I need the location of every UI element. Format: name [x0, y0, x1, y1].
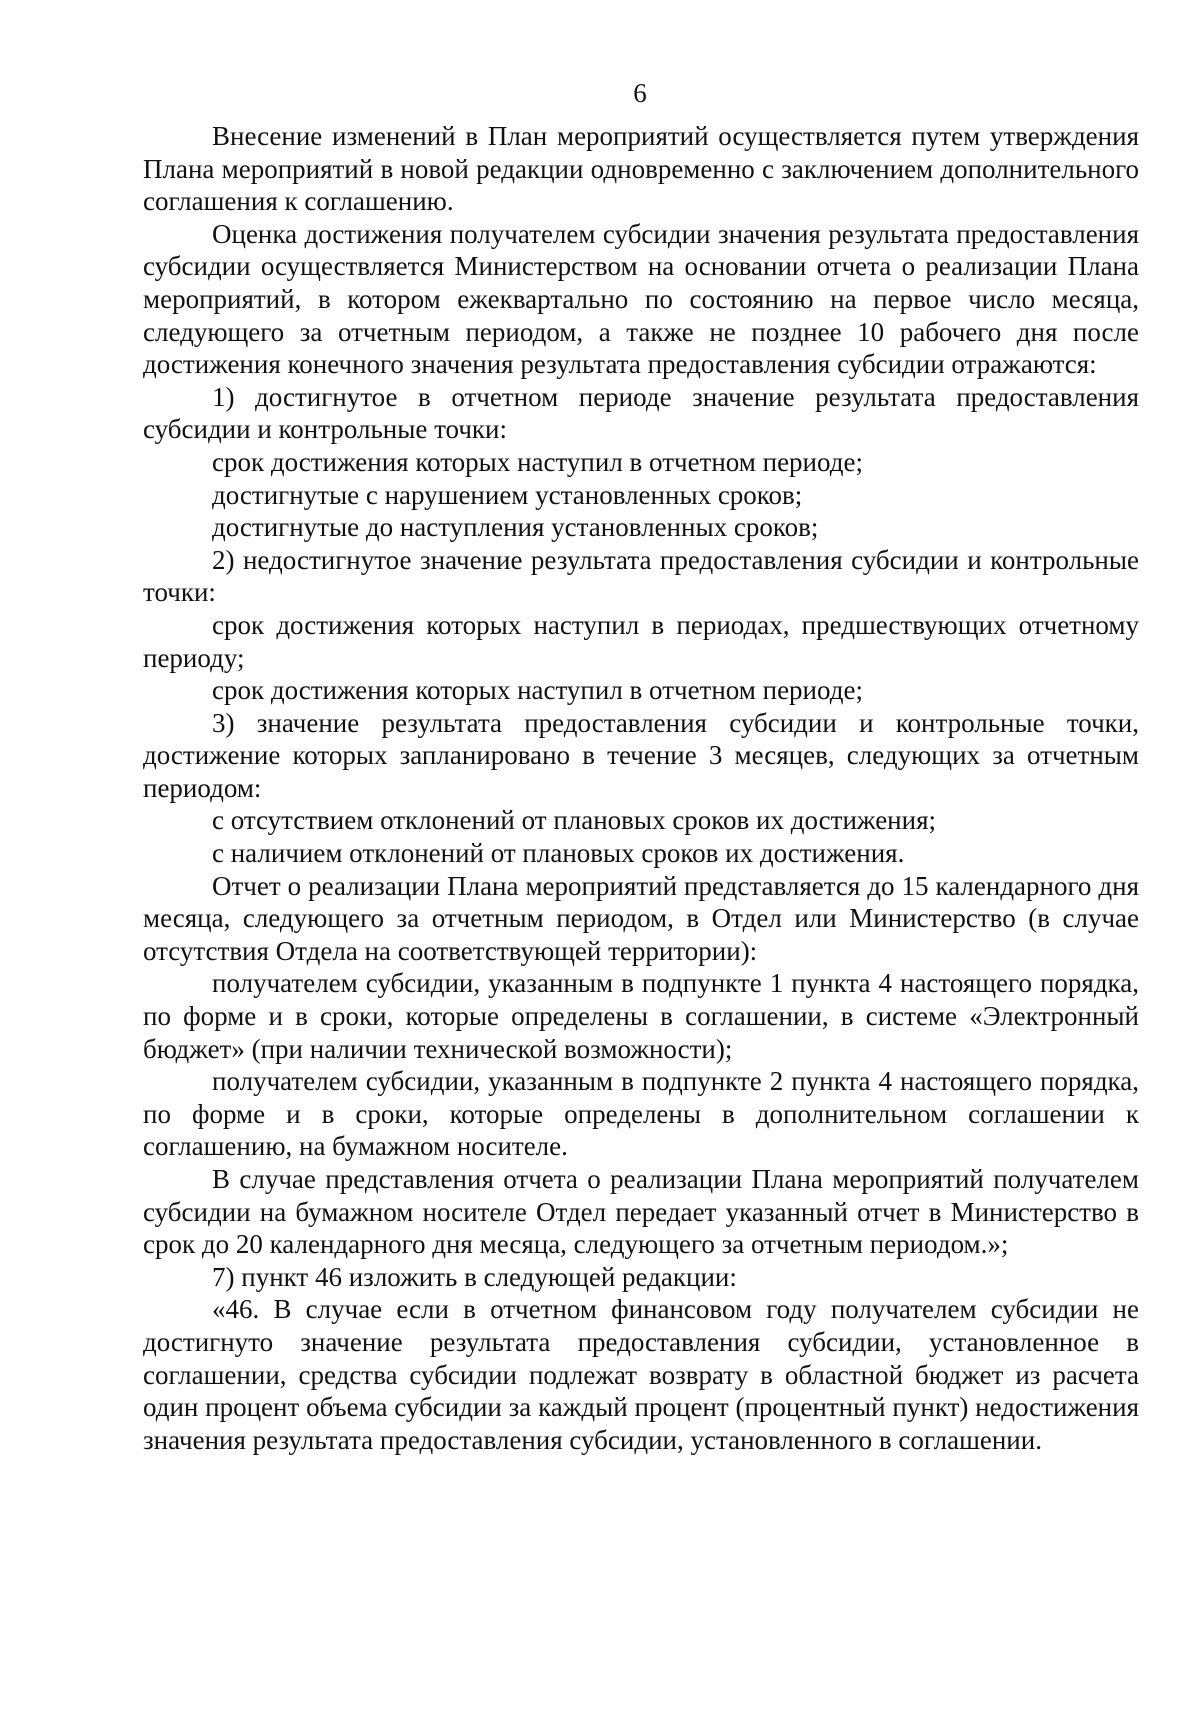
paragraph-assessment: Оценка достижения получателем субсидии значения результата предоставления субсидии осуществляется Министерством на основании отчета о реализации Плана мероприятий, в котором ежеквартально по состоянию на первое число месяца, следующего за отчетным периодом, а также не позднее 10 рабочего дня после достижения конечного значения результата предоставления субсидии отражаются: — [143, 218, 1139, 380]
list-subitem: с наличием отклонений от плановых сроков их достижения. — [212, 838, 905, 869]
list-subitem: достигнутые до наступления установленных сроков; — [212, 512, 819, 543]
paragraph-point-46: «46. В случае если в отчетном финансовом году получателем субсидии не достигнуто значение результата предоставления субсидии, установленное в соглашении, средства субсидии подлежат возврату в областной бюджет из расчета один процент объема субсидии за каждый процент (процентный пункт) недостижения значения результата предоставления субсидии, установленного в соглашении. — [143, 1294, 1139, 1455]
paragraph-paper-report: В случае представления отчета о реализации Плана мероприятий получателем субсидии на бумажном носителе Отдел передает указанный отчет в Министерство в срок до 20 календарного дня месяца, следующего за отчетным периодом.»; — [143, 1164, 1139, 1260]
paragraph-recipient-1: получателем субсидии, указанным в подпункте 1 пункта 4 настоящего порядка, по форме и в сроки, которые определены в соглашении, в системе «Электронный бюджет» (при наличии технической возможности); — [143, 968, 1139, 1064]
list-subitem: срок достижения которых наступил в периодах, предшествующих отчетному периоду; — [143, 609, 1139, 673]
paragraph-item-7: 7) пункт 46 изложить в следующей редакции: — [212, 1261, 737, 1292]
list-subitem: срок достижения которых наступил в отчетном периоде; — [212, 446, 863, 477]
paragraph-plan-changes: Внесение изменений в План мероприятий осуществляется путем утверждения Плана мероприятий в новой редакции одновременно с заключением дополнительного соглашения к соглашению. — [143, 121, 1139, 217]
list-item-3: 3) значение результата предоставления субсидии и контрольные точки, достижение которых запланировано в течение 3 месяцев, следующих за отчетным периодом: — [143, 707, 1139, 803]
page-number: 6 — [633, 78, 647, 108]
paragraph-report-deadline: Отчет о реализации Плана мероприятий представляется до 15 календарного дня месяца, следующего за отчетным периодом, в Отдел или Министерство (в случае отсутствия Отдела на соответствующей территории): — [143, 870, 1139, 966]
list-subitem: достигнутые с нарушением установленных сроков; — [212, 479, 803, 510]
list-subitem: с отсутствием отклонений от плановых сроков их достижения; — [212, 805, 936, 836]
list-item-2: 2) недостигнутое значение результата предоставления субсидии и контрольные точки: — [143, 544, 1139, 608]
paragraph-recipient-2: получателем субсидии, указанным в подпункте 2 пункта 4 настоящего порядка, по форме и в сроки, которые определены в дополнительном соглашении к соглашению, на бумажном носителе. — [143, 1066, 1139, 1162]
list-subitem: срок достижения которых наступил в отчетном периоде; — [212, 675, 863, 706]
document-body — [143, 120, 1139, 1456]
list-item-1: 1) достигнутое в отчетном периоде значение результата предоставления субсидии и контрольные точки: — [143, 381, 1139, 445]
